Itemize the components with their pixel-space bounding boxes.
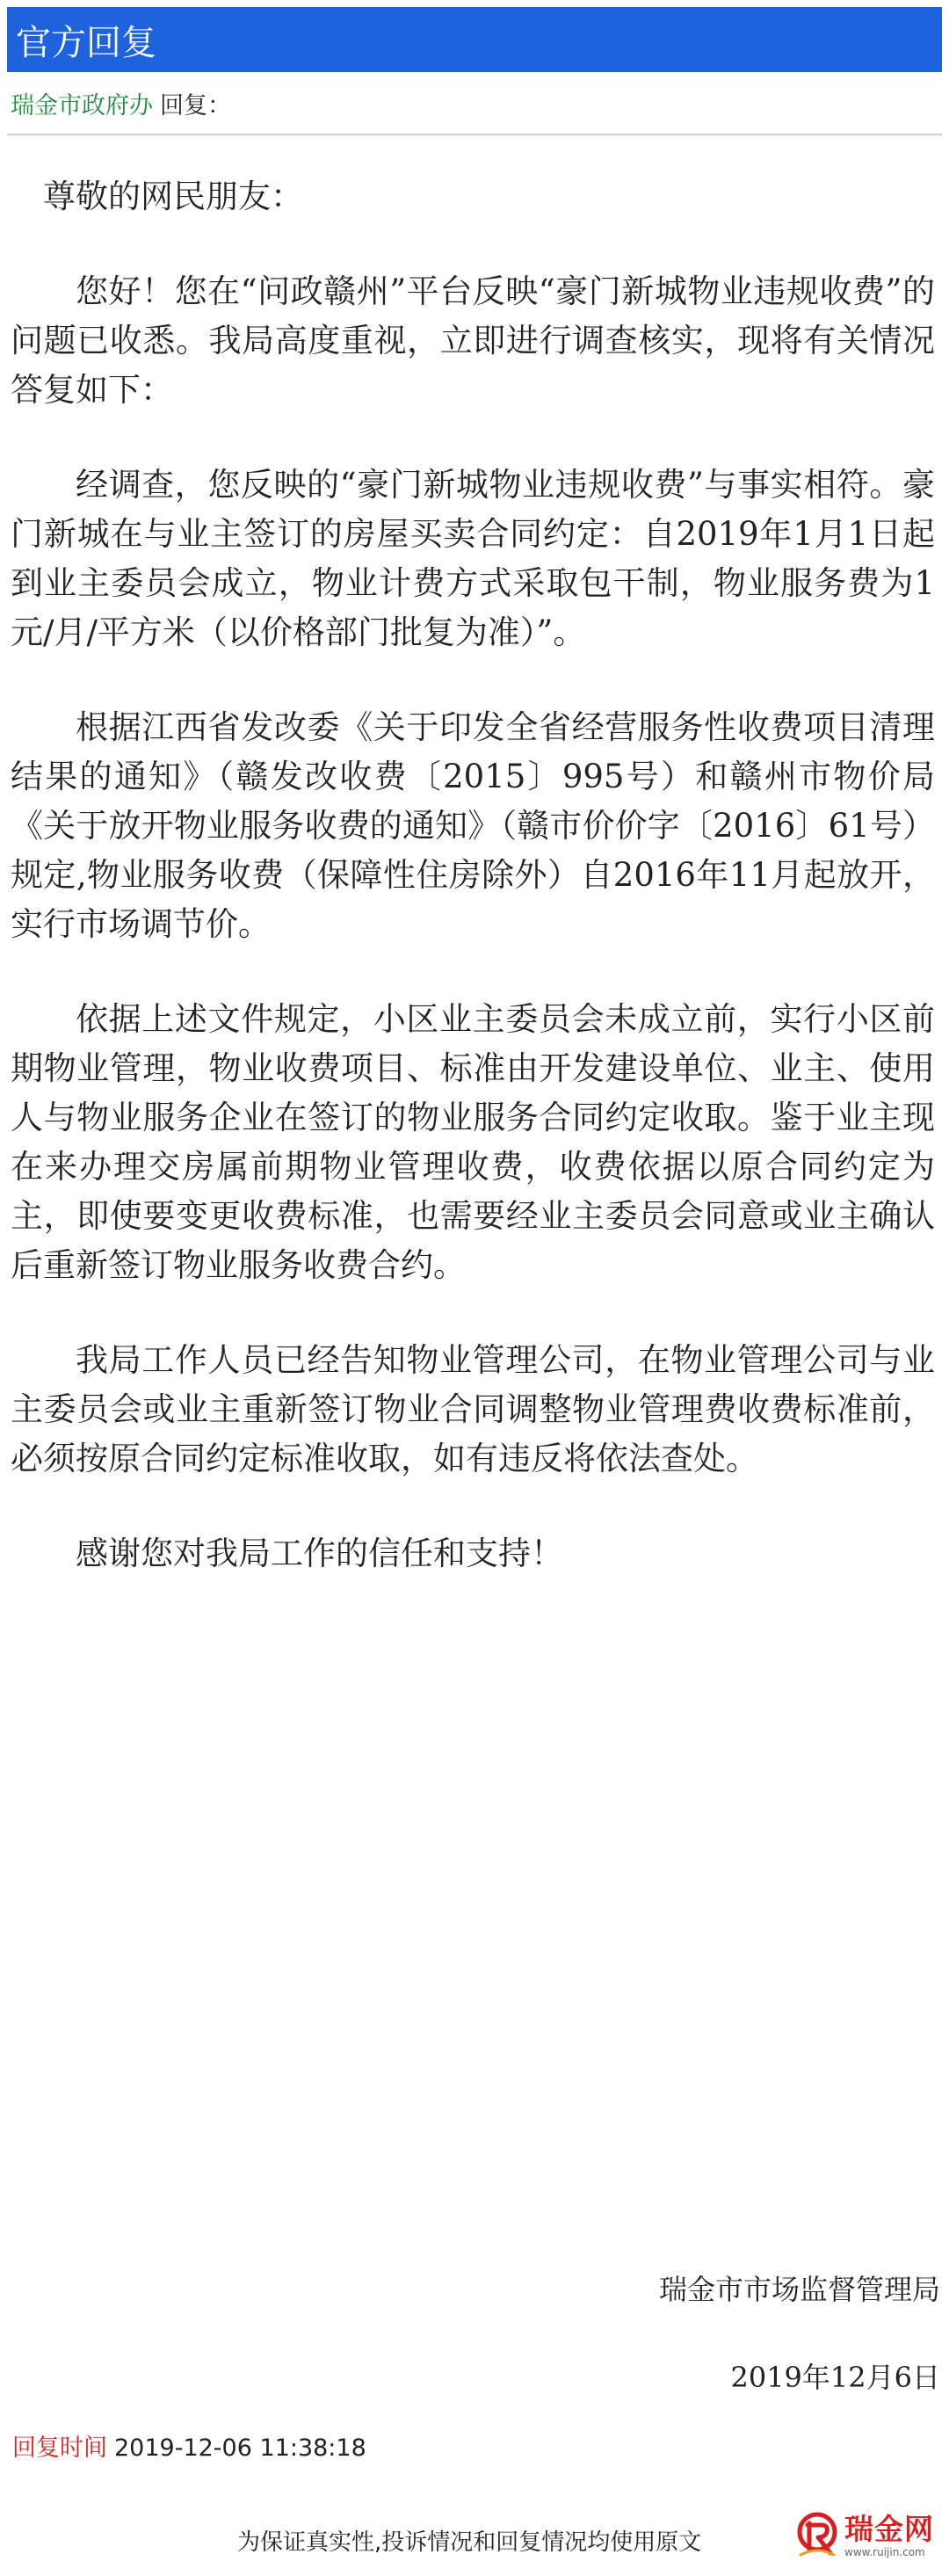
reply-label: 回复： — [160, 92, 231, 120]
paragraph: 您好！您在“问政赣州”平台反映“豪门新城物业违规收费”的问题已收悉。我局高度重视，立即进行调查核实，现将有关情况答复如下： — [11, 272, 935, 409]
reply-meta — [11, 86, 231, 120]
paragraph: 依据上述文件规定，小区业主委员会未成立前，实行小区前期物业管理，物业收费项目、标准由开发建设单位、业主、使用人与物业服务企业在签订的物业服务合同约定收取。鉴于业主现在来办理交房属前期物业管理收费，收费依据以原合同约定为主，即使要变更收费标准，也需要经业主委员会同意或业主确认后重新签订物业服务收费合约。 — [11, 1000, 935, 1284]
divider — [7, 134, 942, 135]
paragraph: 感谢您对我局工作的信任和支持！ — [76, 1535, 563, 1572]
reply-time — [12, 2428, 366, 2463]
paragraph: 经调查，您反映的“豪门新城物业违规收费”与事实相符。豪门新城在与业主签订的房屋买卖合同约定：自2019年1月1日起到业主委员会成立，物业计费方式采取包干制，物业服务费为1元/月/平方米（以价格部门批复为准）”。 — [11, 466, 935, 651]
footer-note: 为保证真实性,投诉情况和回复情况均使用原文 — [237, 2529, 702, 2556]
site-logo[interactable] — [795, 2507, 940, 2565]
header-bar — [7, 7, 942, 72]
logo-mark-icon — [795, 2511, 839, 2560]
greeting: 尊敬的网民朋友： — [43, 178, 303, 215]
signature-date: 2019年12月6日 — [730, 2361, 940, 2394]
reply-content — [11, 172, 935, 1624]
reply-time-value: 2019-12-06 11:38:18 — [114, 2435, 366, 2462]
header-title: 官方回复 — [16, 22, 156, 63]
logo-text — [844, 2511, 934, 2558]
logo-url: www.ruijin.com — [844, 2545, 925, 2558]
logo-name: 瑞金网 — [844, 2511, 934, 2546]
paragraph: 根据江西省发改委《关于印发全省经营服务性收费项目清理结果的通知》（赣发改收费〔2015〕995号）和赣州市物价局《关于放开物业服务收费的通知》（赣市价价字〔2016〕61号）规定,物业服务收费（保障性住房除外）自2016年11月起放开，实行市场调节价。 — [11, 708, 935, 943]
replying-org-link[interactable]: 瑞金市政府办 — [11, 92, 153, 120]
paragraph: 我局工作人员已经告知物业管理公司，在物业管理公司与业主委员会或业主重新签订物业合同调整物业管理费收费标准前，必须按原合同约定标准收取，如有违反将依法查处。 — [11, 1341, 935, 1477]
reply-time-label: 回复时间 — [12, 2435, 107, 2462]
signature: 瑞金市市场监督管理局 — [658, 2273, 940, 2306]
